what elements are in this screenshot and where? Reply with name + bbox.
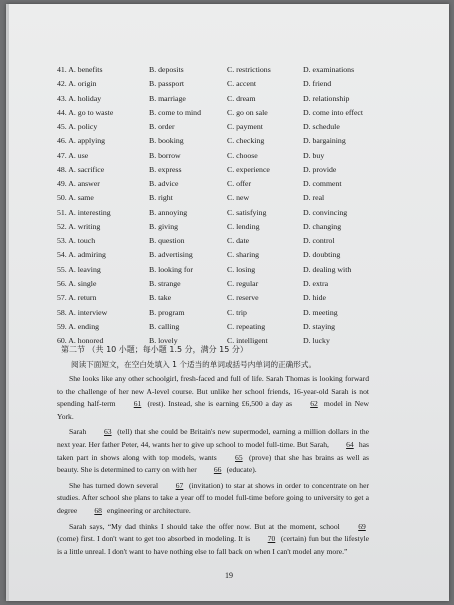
option-d: D. buy — [303, 150, 325, 160]
option-a: 55. A. leaving — [57, 264, 101, 274]
option-row — [57, 320, 397, 334]
option-c: C. satisfying — [227, 207, 267, 217]
section-heading: 第二节 （共 10 小题；每小题 1.5 分，满分 15 分） — [61, 345, 248, 354]
option-row — [57, 177, 397, 191]
option-b: B. marriage — [149, 93, 186, 103]
option-c: C. accent — [227, 79, 257, 89]
blank-62: 62 — [310, 399, 318, 409]
option-row — [57, 163, 397, 177]
blank-61: 61 — [133, 399, 142, 409]
option-row — [57, 206, 397, 220]
passage-text: (rest). Instead, she is earning £6,500 a day as — [147, 399, 293, 409]
option-b: B. giving — [149, 221, 179, 231]
option-b: B. booking — [149, 136, 184, 146]
option-a: 48. A. sacrifice — [57, 164, 105, 174]
option-d: D. schedule — [303, 122, 340, 132]
option-c: C. experience — [227, 164, 270, 174]
option-b: B. take — [149, 293, 172, 303]
paragraph-1 — [57, 373, 369, 423]
option-a: 58. A. interview — [57, 307, 108, 317]
option-c: C. trip — [227, 307, 247, 317]
option-c: C. repeating — [227, 321, 266, 331]
option-c: C. payment — [227, 122, 263, 132]
blank-70: 70 — [267, 534, 276, 544]
option-d: D. friend — [303, 79, 332, 89]
option-c: C. date — [227, 236, 250, 246]
option-c: C. intelligent — [227, 336, 268, 346]
option-a: 56. A. single — [57, 278, 97, 288]
paragraph-4 — [57, 521, 369, 559]
passage-text: Sarah — [69, 427, 87, 437]
passage-text: (invitation) to star at shows in order to concentrate on her studies. After school she plans to take a year off to model full-time before going to university to get a degree — [57, 480, 370, 515]
option-row — [57, 92, 397, 106]
option-c: C. choose — [227, 150, 258, 160]
exam-page — [6, 4, 449, 601]
blank-66: 66 — [213, 465, 222, 475]
option-b: B. looking for — [149, 264, 193, 274]
option-a: 49. A. answer — [57, 179, 100, 189]
blank-68: 68 — [94, 505, 102, 515]
passage-text: (educate). — [226, 465, 257, 475]
option-d: D. real — [303, 193, 325, 203]
option-b: B. right — [149, 193, 173, 203]
option-row — [57, 149, 397, 163]
option-c: C. sharing — [227, 250, 260, 260]
option-row — [57, 248, 397, 262]
blank-64: 64 — [346, 439, 354, 449]
passage-text: (certain) fun but the lifestyle is a little unreal. I don't want to have nothing else to fall back on when I can't model any more.” — [57, 534, 369, 556]
option-a: 47. A. use — [57, 150, 89, 160]
option-b: B. question — [149, 236, 185, 246]
option-row — [57, 277, 397, 291]
option-d: D. provide — [303, 164, 337, 174]
option-c: C. dream — [227, 93, 256, 103]
option-row — [57, 134, 397, 148]
option-a: 44. A. go to waste — [57, 107, 114, 117]
passage-text: Sarah says, “My dad thinks I should take the offer now. But at the moment, school — [69, 521, 340, 531]
page-number: 19 — [225, 571, 233, 580]
option-d: D. comment — [303, 179, 342, 189]
passage-text: model in New York. — [57, 399, 369, 421]
option-a: 53. A. touch — [57, 236, 96, 246]
option-d: D. convincing — [303, 207, 348, 217]
option-a: 54. A. admiring — [57, 250, 106, 260]
option-a: 42. A. origin — [57, 79, 97, 89]
passage-text: engineering or architecture. — [107, 505, 191, 515]
option-b: B. borrow — [149, 150, 181, 160]
option-table — [57, 63, 397, 348]
option-a: 45. A. policy — [57, 122, 98, 132]
option-a: 50. A. same — [57, 193, 94, 203]
option-c: C. restrictions — [227, 65, 271, 74]
option-d: D. lucky — [303, 336, 330, 346]
option-b: B. calling — [149, 321, 180, 331]
option-c: C. new — [227, 193, 250, 203]
paragraph-3 — [57, 480, 369, 518]
blank-67: 67 — [175, 480, 184, 490]
option-c: C. reserve — [227, 293, 259, 303]
option-b: B. passport — [149, 79, 185, 89]
option-d: D. doubting — [303, 250, 341, 260]
option-b: B. come to mind — [149, 107, 201, 117]
option-b: B. program — [149, 307, 185, 317]
option-a: 46. A. applying — [57, 136, 106, 146]
passage-text: (come) first. I don't want to get too absorbed in modeling. It is — [57, 534, 251, 544]
blank-69: 69 — [358, 521, 366, 531]
section-instruction: 阅读下面短文，在空白处填入 1 个适当的单词或括号内单词的正确形式。 — [71, 360, 317, 369]
option-d: D. control — [303, 236, 335, 246]
option-d: D. examinations — [303, 65, 355, 74]
passage-text: has taken part in shows along with top models, wants — [57, 439, 369, 462]
option-a: 59. A. ending — [57, 321, 100, 331]
option-row — [57, 306, 397, 320]
passage-text: (prove) that she has brains as well as beauty. She is determined to carry on with her — [57, 452, 369, 475]
option-d: D. extra — [303, 278, 329, 288]
reading-passage — [57, 373, 369, 561]
option-d: D. staying — [303, 321, 336, 331]
option-row — [57, 291, 397, 305]
option-row — [57, 220, 397, 234]
option-row — [57, 263, 397, 277]
option-b: B. deposits — [149, 65, 184, 74]
option-row — [57, 77, 397, 91]
blank-65: 65 — [235, 452, 243, 462]
option-a: 57. A. return — [57, 293, 97, 303]
passage-text: She looks like any other schoolgirl, fresh-faced and full of life. Sarah Thomas is looking forward to the challenge of her new A-level course. But unlike her school friends, 16-year-old Sarah is not spending half-term — [57, 374, 369, 409]
option-b: B. advice — [149, 179, 179, 189]
option-d: D. meeting — [303, 307, 338, 317]
option-d: D. changing — [303, 221, 342, 231]
option-row — [57, 106, 397, 120]
option-d: D. bargaining — [303, 136, 346, 146]
option-d: D. hide — [303, 293, 326, 303]
paragraph-2 — [57, 426, 369, 476]
option-a: 41. A. benefits — [57, 65, 103, 74]
option-b: B. lovely — [149, 336, 178, 346]
option-c: C. go on sale — [227, 107, 268, 117]
option-a: 60. A. honored — [57, 336, 104, 346]
passage-text: (tell) that she could be Britain's new supermodel, earning a million dollars in the next year. Her father Peter, 44, wants her to give up school to model full-time. But Sarah, — [57, 427, 370, 449]
option-b: B. annoying — [149, 207, 188, 217]
option-row — [57, 120, 397, 134]
passage-text: She has turned down several — [69, 480, 159, 490]
option-c: C. regular — [227, 278, 259, 288]
option-c: C. lending — [227, 221, 260, 231]
option-c: C. checking — [227, 136, 265, 146]
option-b: B. order — [149, 122, 175, 132]
option-c: C. losing — [227, 264, 256, 274]
option-a: 51. A. interesting — [57, 207, 111, 217]
option-d: D. relationship — [303, 93, 350, 103]
option-d: D. come into effect — [303, 107, 364, 117]
option-b: B. express — [149, 164, 182, 174]
option-c: C. offer — [227, 179, 252, 189]
option-row — [57, 191, 397, 205]
option-b: B. advertising — [149, 250, 193, 260]
option-row — [57, 234, 397, 248]
option-row — [57, 63, 397, 77]
option-b: B. strange — [149, 278, 181, 288]
option-a: 43. A. holiday — [57, 93, 102, 103]
blank-63: 63 — [103, 427, 112, 437]
option-a: 52. A. writing — [57, 221, 101, 231]
option-d: D. dealing with — [303, 264, 352, 274]
